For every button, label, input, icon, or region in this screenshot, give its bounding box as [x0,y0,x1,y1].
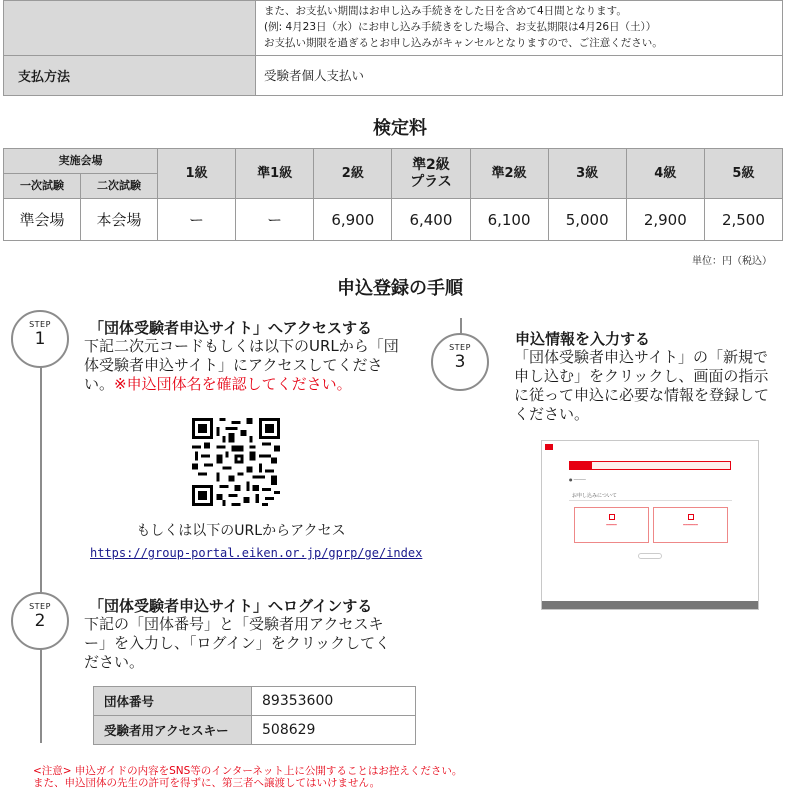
note-line: (例: 4月23日（水）にお申し込み手続きをした場合、お支払期限は4月26日（土）） [264,21,657,33]
caution-note [33,765,462,789]
card-line: ━━━━━━━ [683,523,698,527]
price-cell: ー [158,199,236,241]
grade-header: 3級 [548,149,626,199]
price-cell: 5,000 [548,199,626,241]
step-2-badge [11,592,69,650]
payment-info-table [3,0,783,96]
group-number-label: 団体番号 [94,687,252,716]
application-site-screenshot [541,440,759,610]
step-1-text: 下記二次元コードもしくは以下のURLから「団体受験者申込サイト」にアクセスしてください。 [84,337,399,393]
screenshot-banner [569,461,731,470]
step-1-heading: 「団体受験者申込サイト」へアクセスする [89,319,373,337]
banner-tag [570,462,592,469]
url-lead-text: もしくは以下のURLからアクセス [136,523,346,539]
application-site-link[interactable]: https://group-portal.eiken.or.jp/gprp/ge/index [90,546,423,560]
price-cell: 2,500 [704,199,782,241]
card-line: ━━━━━ [606,523,617,527]
first-exam-header: 一次試験 [4,174,81,199]
step-number: 1 [34,329,46,349]
step-label: STEP [29,320,51,329]
second-exam-header: 二次試験 [81,174,158,199]
step-1-body [84,337,399,394]
document-icon [688,514,694,520]
timeline-line-step3 [460,318,462,334]
price-cell: 6,900 [314,199,392,241]
grade-header: 4級 [626,149,704,199]
timeline-line [40,355,42,743]
step-3-badge [431,333,489,391]
grade-header: 2級 [314,149,392,199]
procedure-title: 申込登録の手順 [337,278,463,299]
access-key-label: 受験者用アクセスキー [94,716,252,745]
price-cell: ー [236,199,314,241]
step-3-body: 「団体受験者申込サイト」の「新規で申し込む」をクリックし、画面の指示に従って申込に必要な情報を登録してください。 [514,348,770,423]
payment-notes [256,1,783,56]
step-number: 2 [34,611,46,631]
document-icon [609,514,615,520]
step-3-heading: 申込情報を入力する [515,330,651,348]
screenshot-group-id: ● ───── [569,477,586,482]
step-2-body: 下記の「団体番号」と「受験者用アクセスキー」を入力し、「ログイン」をクリックしてください。 [84,615,391,671]
step-number: 3 [454,352,466,372]
site-logo-icon [545,444,553,450]
caution-line: また、申込団体の先生の許可を得ずに、第三者へ譲渡してはいけません。 [33,777,381,789]
screenshot-footer [542,601,758,609]
price-cell: 6,100 [470,199,548,241]
grade-header: 準2級 [470,149,548,199]
payment-method-value: 受験者個人支払い [256,56,783,96]
screenshot-confirm-card [653,507,728,543]
venue-second-cell: 本会場 [81,199,158,241]
screenshot-page [542,441,758,603]
step-label: STEP [449,343,471,352]
grade-header: 準1級 [236,149,314,199]
venue-first-cell: 準会場 [4,199,81,241]
screenshot-new-application-card [574,507,649,543]
screenshot-divider [569,500,732,501]
group-number-value: 89353600 [252,687,416,716]
fee-section-title: 検定料 [373,118,427,139]
note-line: また、お支払い期間はお申し込み手続きをした日を含めて4日間となります。 [264,5,627,17]
grade-header: 1級 [158,149,236,199]
notes-label-cell [4,1,256,56]
qr-code-icon[interactable] [192,418,280,506]
caution-line: <注意> 申込ガイドの内容をSNS等のインターネット上に公開することはお控えください。 [33,765,463,777]
price-cell: 6,400 [392,199,470,241]
credentials-table [93,686,416,745]
screenshot-section-title: お申し込みについて [572,493,617,499]
venue-header: 実施会場 [4,149,158,174]
price-cell: 2,900 [626,199,704,241]
unit-note: 単位：円（税込） [692,256,772,267]
screenshot-button [638,553,662,559]
step-label: STEP [29,602,51,611]
step-1-note: ※申込団体名を確認してください。 [114,375,352,393]
access-key-value: 508629 [252,716,416,745]
grade-header: 準2級 プラス [392,149,470,199]
payment-method-label: 支払方法 [4,56,256,96]
step-1-badge [11,310,69,368]
grade-header: 5級 [704,149,782,199]
note-line: お支払い期限を過ぎるとお申し込みがキャンセルとなりますので、ご注意ください。 [264,37,663,49]
fee-table [3,148,783,241]
step-2-heading: 「団体受験者申込サイト」へログインする [89,597,373,615]
